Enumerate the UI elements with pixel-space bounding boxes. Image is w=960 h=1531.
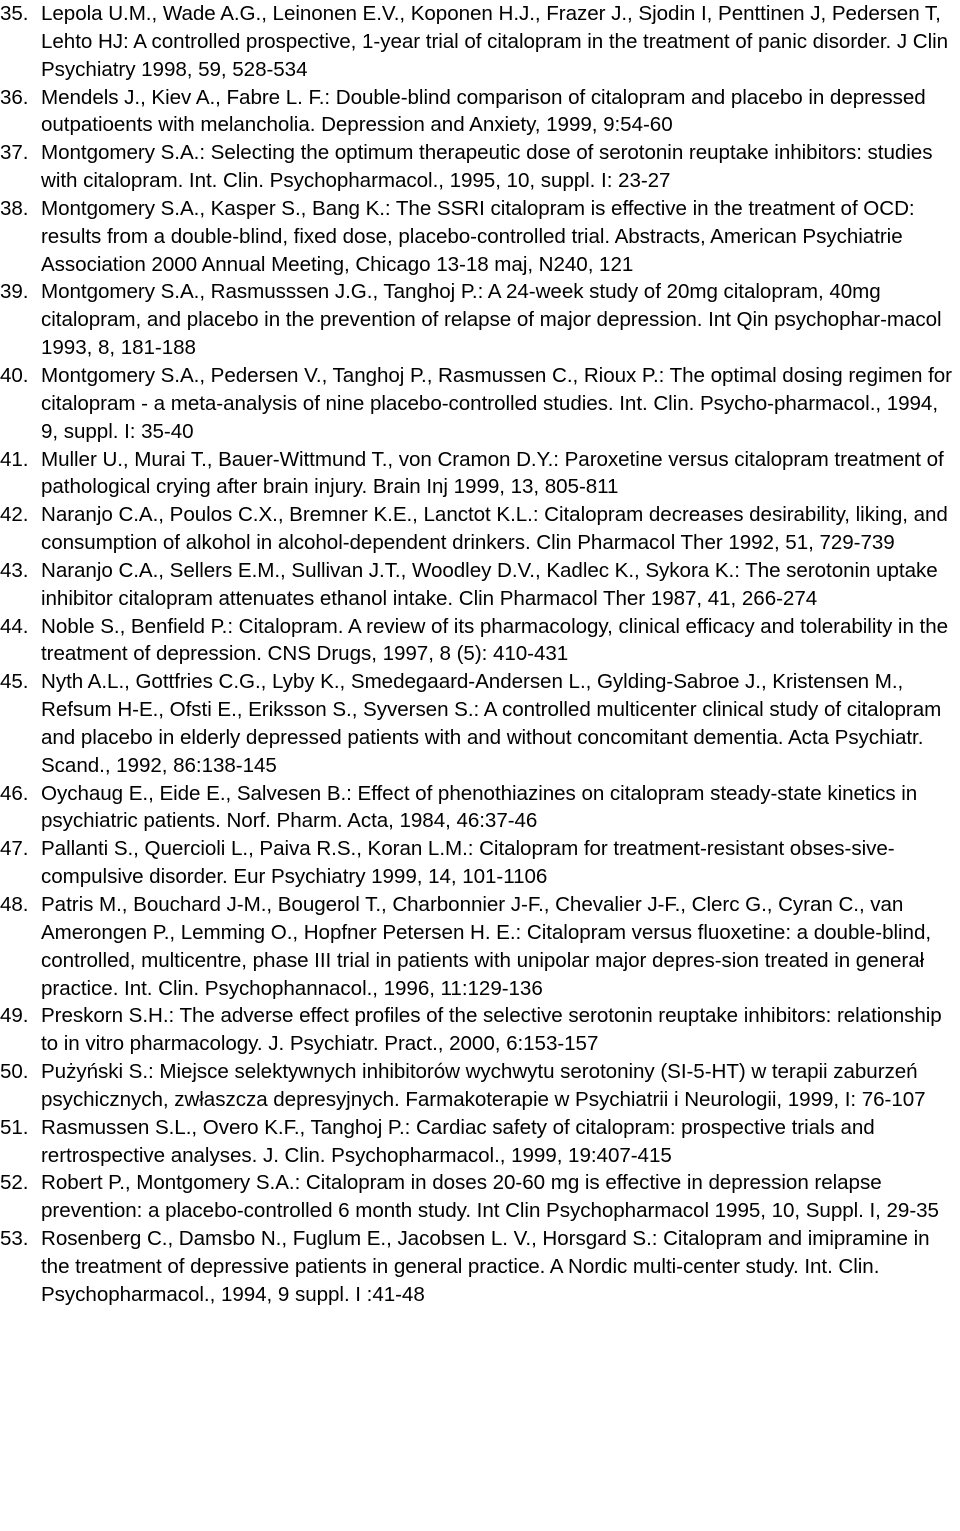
reference-text: Nyth A.L., Gottfries C.G., Lyby K., Smedegaard-Andersen L., Gylding-Sabroe J., Kristensen M., Refsum H-E., Ofsti E., Eriksson S., Syversen S.: A controlled multicenter clinical study of citalopram and placebo in elderly depressed patients with and without concomitant dementia. Acta Psychiatr. Scand., 1992, 86:138-145: [41, 670, 942, 777]
reference-item: [0, 557, 960, 613]
reference-item: [0, 780, 960, 836]
reference-text: Montgomery S.A.: Selecting the optimum therapeutic dose of serotonin reuptake inhibitors: studies with citalopram. Int. Clin. Psychopharmacol., 1995, 10, suppl. I: 23-27: [41, 141, 933, 193]
reference-text: Mendels J., Kiev A., Fabre L. F.: Double-blind comparison of citalopram and placebo in depressed outpatioents with melancholia. Depression and Anxiety, 1999, 9:54-60: [41, 85, 926, 137]
reference-text: Patris M., Bouchard J-M., Bougerol T., Charbonnier J-F., Chevalier J-F., Clerc G., Cyran C., van Amerongen P., Lemming O., Hopfner Petersen H. E.: Citalopram versus fluoxetine: a double-blind, controlled, multicentre, phase III trial in patients with unipolar major depres-sion treated in generał practice. Int. Clin. Psychophannacol., 1996, 11:129-136: [41, 893, 932, 1000]
reference-text: Muller U., Murai T., Bauer-Wittmund T., von Cramon D.Y.: Paroxetine versus citalopram treatment of pathological crying after brain injury. Brain Inj 1999, 13, 805-811: [41, 447, 944, 499]
reference-text: Naranjo C.A., Sellers E.M., Sullivan J.T., Woodley D.V., Kadlec K., Sykora K.: The serotonin uptake inhibitor citalopram attenuates ethanol intake. Clin Pharmacol Ther 1987, 41, 266-274: [41, 558, 938, 610]
reference-text: Rosenberg C., Damsbo N., Fuglum E., Jacobsen L. V., Horsgard S.: Citalopram and imipramine in the treatment of depressive patients in general practice. A Nordic multi-center study. Int. Clin. Psychopharmacol., 1994, 9 suppl. I :41-48: [41, 1227, 930, 1306]
reference-item: [0, 139, 960, 195]
reference-number: 42.: [0, 503, 29, 527]
reference-item: [0, 446, 960, 502]
reference-number: 44.: [0, 614, 29, 638]
reference-number: 41.: [0, 447, 29, 471]
reference-text: Montgomery S.A., Kasper S., Bang K.: The SSRI citalopram is effective in the treatment of OCD: results from a double-blind, fixed dose, placebo-controlled trial. Abstracts, American Psychiatrie Association 2000 Annual Meeting, Chicago 13-18 maj, N240, 121: [41, 196, 915, 276]
reference-number: 43.: [0, 558, 29, 582]
reference-number: 37.: [0, 141, 29, 165]
reference-text: Rasmussen S.L., Overo K.F., Tanghoj P.: Cardiac safety of citalopram: prospective trials and rertrospective analyses. J. Clin. Psychopharmacol., 1999, 19:407-415: [41, 1115, 875, 1167]
reference-item: [0, 0, 960, 84]
reference-number: 40.: [0, 363, 29, 387]
reference-number: 49.: [0, 1004, 29, 1028]
reference-number: 36.: [0, 85, 29, 109]
reference-number: 46.: [0, 781, 29, 805]
reference-text: Preskorn S.H.: The adverse effect profiles of the selective serotonin reuptake inhibitors: relationship to in vitro pharmacology. J. Psychiatr. Pract., 2000, 6:153-157: [41, 1004, 942, 1056]
reference-text: Naranjo C.A., Poulos C.X., Bremner K.E., Lanctot K.L.: Citalopram decreases desirability, liking, and consumption of alkohol in alcohol-dependent drinkers. Clin Pharmacol Ther 1992, 51, 729-739: [41, 503, 948, 555]
reference-text: Robert P., Montgomery S.A.: Citalopram in doses 20-60 mg is effective in depression relapse prevention: a placebo-controlled 6 month study. Int Clin Psychopharmacol 1995, 10, Suppl. I, 29-35: [41, 1171, 939, 1223]
reference-item: [0, 1225, 960, 1309]
reference-text: Pużyński S.: Miejsce selektywnych inhibitorów wychwytu serotoniny (SI-5-HT) w terapii zaburzeń psychicznych, zwłaszcza depresyjnych. Farmakoterapie w Psychiatrii i Neurologii, 1999, I: 76-107: [41, 1060, 926, 1111]
reference-text: Montgomery S.A., Pedersen V., Tanghoj P., Rasmussen C., Rioux P.: The optimal dosing regimen for citalopram - a meta-analysis of nine placebo-controlled studies. Int. Clin. Psycho-pharmacol., 1994, 9, suppl. I: 35-40: [41, 363, 952, 443]
reference-number: 45.: [0, 670, 29, 694]
reference-text: Lepola U.M., Wade A.G., Leinonen E.V., Koponen H.J., Frazer J., Sjodin I, Penttinen J, Pedersen T, Lehto HJ: A controlled prospective, 1-year trial of citalopram in the treatment of panic disorder. J Clin Psychiatry 1998, 59, 528-534: [41, 2, 949, 81]
reference-number: 47.: [0, 837, 29, 861]
reference-number: 38.: [0, 196, 29, 220]
reference-text: Oychaug E., Eide E., Salvesen B.: Effect of phenothiazines on citalopram steady-state kinetics in psychiatric patients. Norf. Pharm. Acta, 1984, 46:37-46: [41, 781, 918, 833]
reference-item: [0, 891, 960, 1002]
reference-item: [0, 1058, 960, 1114]
reference-text: Noble S., Benfield P.: Citalopram. A review of its pharmacology, clinical efficacy and tolerability in the treatment of depression. CNS Drugs, 1997, 8 (5): 410-431: [41, 614, 949, 666]
reference-number: 52.: [0, 1171, 29, 1195]
reference-item: [0, 501, 960, 557]
reference-item: [0, 613, 960, 669]
reference-number: 48.: [0, 893, 29, 916]
reference-number: 53.: [0, 1227, 29, 1251]
reference-item: [0, 1169, 960, 1225]
reference-item: [0, 1114, 960, 1170]
reference-text: Montgomery S.A., Rasmusssen J.G., Tanghoj P.: A 24-week study of 20mg citalopram, 40mg citalopram, and placebo in the prevention of relapse of major depression. Int Qin psychophar-macol 1993, 8, 181-188: [41, 280, 942, 360]
reference-item: [0, 84, 960, 140]
reference-item: [0, 1002, 960, 1058]
reference-item: [0, 195, 960, 279]
reference-number: 51.: [0, 1115, 29, 1139]
reference-item: [0, 362, 960, 446]
reference-number: 35.: [0, 2, 29, 25]
reference-item: [0, 668, 960, 779]
reference-number: 39.: [0, 280, 29, 304]
reference-number: 50.: [0, 1060, 29, 1084]
reference-item: [0, 835, 960, 891]
reference-item: [0, 278, 960, 362]
reference-text: Pallanti S., Quercioli L., Paiva R.S., Koran L.M.: Citalopram for treatment-resistant obses-sive-compulsive disorder. Eur Psychiatry 1999, 14, 101-1106: [41, 837, 895, 889]
